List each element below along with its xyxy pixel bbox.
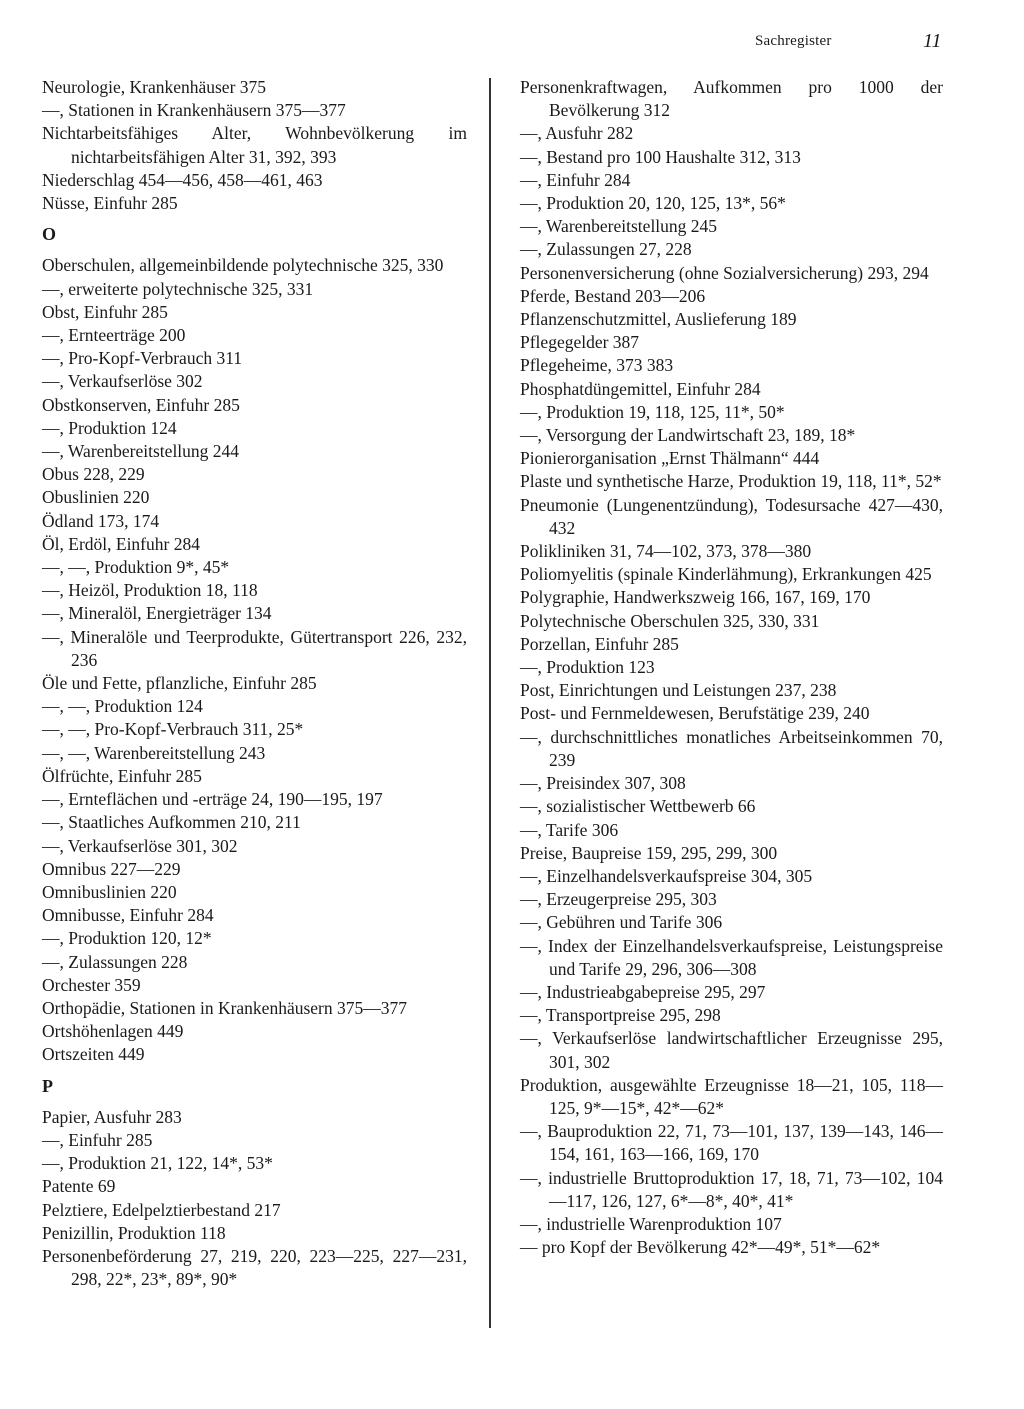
index-entry: —, Ausfuhr 282 [520, 123, 634, 144]
index-entry: Orchester 359 [42, 974, 141, 995]
index-entry: Obus 228, 229 [42, 464, 145, 485]
index-entry: —, Verkaufserlöse 302 [42, 371, 203, 392]
index-entry: —, durchschnittliches monatliches Arbeitseinkommen 70, 239 [520, 726, 943, 770]
index-entry: —, industrielle Warenproduktion 107 [520, 1213, 782, 1234]
index-column-left [42, 76, 467, 1291]
index-entry: Pferde, Bestand 203—206 [520, 285, 706, 306]
section-letter-o: O [42, 224, 57, 245]
index-entry: —, Mineralöl, Energieträger 134 [42, 603, 272, 624]
index-entry: —, Ernteflächen und -erträge 24, 190—195, 197 [42, 789, 383, 810]
column-divider [489, 78, 491, 1328]
index-entry: Niederschlag 454—456, 458—461, 463 [42, 169, 323, 190]
index-entry: —, —, Pro-Kopf-Verbrauch 311, 25* [42, 719, 304, 740]
index-entry: Preise, Baupreise 159, 295, 299, 300 [520, 842, 778, 863]
index-entry: Pneumonie (Lungenentzündung), Todesursache 427—430, 432 [520, 494, 943, 538]
index-entry: Penizillin, Produktion 118 [42, 1222, 226, 1243]
index-entry: Obuslinien 220 [42, 487, 150, 508]
index-entry: Pionierorganisation „Ernst Thälmann“ 444 [520, 448, 820, 469]
index-entry: Nichtarbeitsfähiges Alter, Wohnbevölkerung im nichtarbeitsfähigen Alter 31, 392, 393 [42, 123, 467, 167]
index-entry: —, Transportpreise 295, 298 [520, 1005, 721, 1026]
index-entry: —, —, Produktion 9*, 45* [42, 557, 230, 578]
index-entry: Ortszeiten 449 [42, 1044, 145, 1065]
index-entry: —, Produktion 123 [520, 657, 655, 678]
index-entry: —, Verkaufserlöse 301, 302 [42, 835, 238, 856]
index-entry: —, Warenbereitstellung 245 [520, 216, 718, 237]
index-entry: —, Tarife 306 [520, 819, 619, 840]
index-entry: —, Pro-Kopf-Verbrauch 311 [42, 348, 243, 369]
index-entry: —, Produktion 120, 12* [42, 928, 212, 949]
index-entry: Omnibusse, Einfuhr 284 [42, 905, 214, 926]
index-entry: —, —, Warenbereitstellung 243 [42, 742, 266, 763]
index-entry: Papier, Ausfuhr 283 [42, 1106, 182, 1127]
index-block-n [42, 76, 467, 215]
index-entry: —, Gebühren und Tarife 306 [520, 912, 723, 933]
index-entry: Neurologie, Krankenhäuser 375 [42, 77, 267, 97]
index-entry: —, Bauproduktion 22, 71, 73—101, 137, 139—143, 146—154, 161, 163—166, 169, 170 [520, 1121, 943, 1165]
index-entry: —, Zulassungen 228 [42, 951, 188, 972]
index-entry: —, Verkaufserlöse landwirtschaftlicher Erzeugnisse 295, 301, 302 [520, 1028, 943, 1072]
index-entry: Patente 69 [42, 1176, 116, 1197]
index-entry: Personenbeförderung 27, 219, 220, 223—225, 227—231, 298, 22*, 23*, 89*, 90* [42, 1245, 467, 1290]
index-entry: —, Einfuhr 284 [520, 169, 631, 190]
index-entry: —, Staatliches Aufkommen 210, 211 [42, 812, 301, 833]
index-column-right [520, 76, 943, 1259]
page-number: 11 [923, 30, 942, 52]
index-entry: —, Einfuhr 285 [42, 1129, 153, 1150]
index-entry: Pflegeheime, 373 383 [520, 355, 674, 376]
index-entry: Pflanzenschutzmittel, Auslieferung 189 [520, 309, 797, 330]
index-entry: —, Einzelhandelsverkaufspreise 304, 305 [520, 865, 813, 886]
index-entry: Post, Einrichtungen und Leistungen 237, 238 [520, 680, 837, 701]
index-entry: Porzellan, Einfuhr 285 [520, 633, 679, 654]
index-entry: Obstkonserven, Einfuhr 285 [42, 394, 240, 415]
index-entry: Öl, Erdöl, Einfuhr 284 [42, 533, 200, 554]
index-entry: —, Preisindex 307, 308 [520, 773, 686, 794]
index-entry: —, Bestand pro 100 Haushalte 312, 313 [520, 146, 801, 167]
index-entry: Omnibuslinien 220 [42, 881, 177, 902]
index-entry: Öle und Fette, pflanzliche, Einfuhr 285 [42, 673, 317, 694]
index-entry: — pro Kopf der Bevölkerung 42*—49*, 51*—62* [520, 1237, 881, 1258]
index-entry: Oberschulen, allgemeinbildende polytechnische 325, 330 [42, 255, 444, 276]
index-entry: —, Produktion 19, 118, 125, 11*, 50* [520, 401, 785, 422]
index-entry: Personenversicherung (ohne Sozialversicherung) 293, 294 [520, 262, 929, 283]
index-entry: Ödland 173, 174 [42, 510, 160, 531]
index-entry: Nüsse, Einfuhr 285 [42, 193, 178, 214]
index-entry: —, sozialistischer Wettbewerb 66 [520, 796, 756, 817]
index-entry: Orthopädie, Stationen in Krankenhäusern 375—377 [42, 997, 407, 1018]
index-entry: Poliomyelitis (spinale Kinderlähmung), Erkrankungen 425 [520, 564, 932, 585]
section-letter-p: P [42, 1075, 53, 1096]
index-block-o [42, 254, 467, 1066]
index-block-p-left [42, 1106, 467, 1292]
index-entry: —, Index der Einzelhandelsverkaufspreise, Leistungspreise und Tarife 29, 296, 306—308 [520, 935, 943, 979]
index-entry: Produktion, ausgewählte Erzeugnisse 18—21, 105, 118—125, 9*—15*, 42*—62* [520, 1074, 943, 1118]
index-entry: Polytechnische Oberschulen 325, 330, 331 [520, 610, 820, 631]
index-entry: Pflegegelder 387 [520, 332, 640, 353]
index-entry: —, Produktion 20, 120, 125, 13*, 56* [520, 193, 786, 214]
index-entry: —, Erzeugerpreise 295, 303 [520, 889, 717, 910]
index-entry: —, —, Produktion 124 [42, 696, 203, 717]
index-entry: —, Stationen in Krankenhäusern 375—377 [42, 100, 346, 121]
index-entry: Personenkraftwagen, Aufkommen pro 1000 der Bevölkerung 312 [520, 77, 943, 121]
index-entry: —, industrielle Bruttoproduktion 17, 18, 71, 73—102, 104—117, 126, 127, 6*—8*, 40*, 41* [520, 1167, 943, 1211]
index-entry: —, Industrieabgabepreise 295, 297 [520, 981, 766, 1002]
index-entry: Plaste und synthetische Harze, Produktion 19, 118, 11*, 52* [520, 471, 942, 492]
index-entry: Ölfrüchte, Einfuhr 285 [42, 765, 202, 786]
index-entry: Post- und Fernmeldewesen, Berufstätige 239, 240 [520, 703, 870, 724]
index-entry: Obst, Einfuhr 285 [42, 301, 168, 322]
running-header-title: Sachregister [755, 33, 832, 49]
index-entry: —, Zulassungen 27, 228 [520, 239, 692, 260]
index-entry: Phosphatdüngemittel, Einfuhr 284 [520, 378, 761, 399]
index-entry: Polygraphie, Handwerkszweig 166, 167, 169, 170 [520, 587, 871, 608]
index-entry: —, Produktion 21, 122, 14*, 53* [42, 1153, 273, 1174]
index-entry: —, Produktion 124 [42, 417, 177, 438]
index-entry: —, Ernteerträge 200 [42, 325, 186, 346]
index-entry: —, Versorgung der Landwirtschaft 23, 189, 18* [520, 425, 856, 446]
index-entry: Omnibus 227—229 [42, 858, 181, 879]
index-entry: Polikliniken 31, 74—102, 373, 378—380 [520, 541, 812, 562]
index-entry: —, Mineralöle und Teerprodukte, Gütertransport 226, 232, 236 [42, 626, 467, 670]
index-entry: —, Warenbereitstellung 244 [42, 441, 240, 462]
index-entry: —, Heizöl, Produktion 18, 118 [42, 580, 258, 601]
index-entry: —, erweiterte polytechnische 325, 331 [42, 278, 314, 299]
index-entry: Ortshöhenlagen 449 [42, 1021, 184, 1042]
index-entry: Pelztiere, Edelpelztierbestand 217 [42, 1199, 281, 1220]
